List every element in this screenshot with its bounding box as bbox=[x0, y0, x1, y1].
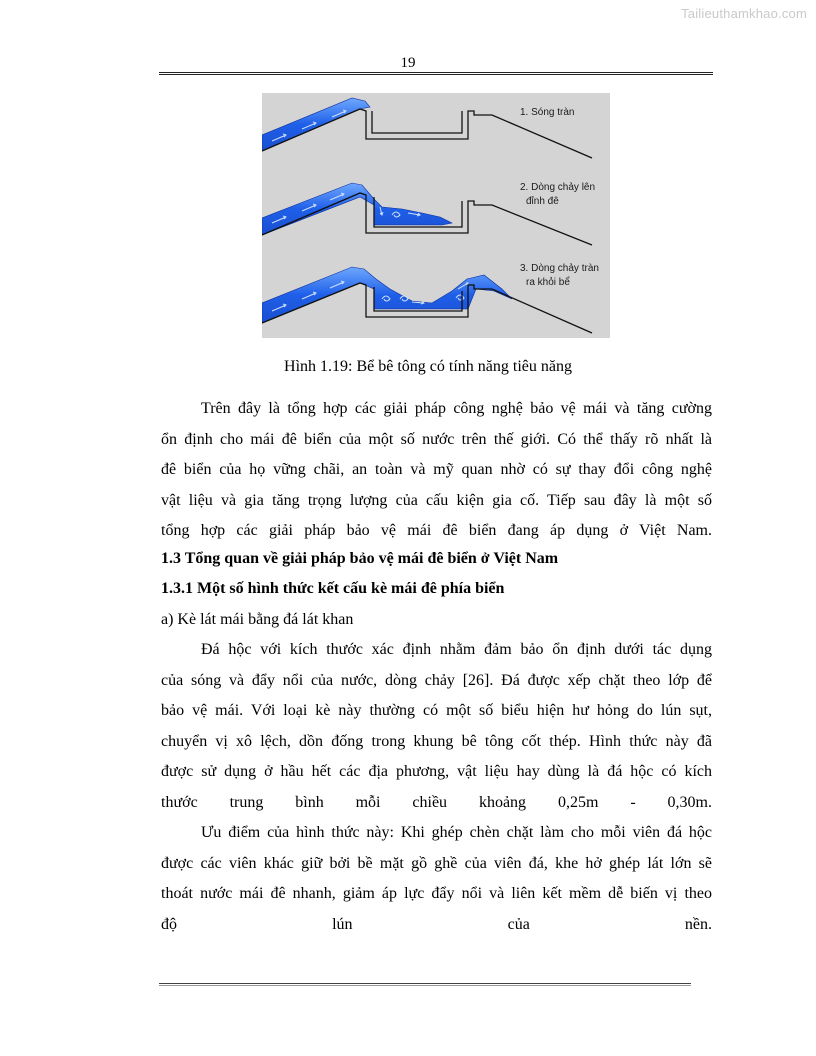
header-rule bbox=[159, 72, 713, 75]
subheading-a: a) Kè lát mái bằng đá lát khan bbox=[161, 611, 354, 628]
paragraph-3-line: độ lún của nền. bbox=[161, 915, 712, 933]
paragraph-2-line: thước trung bình mỗi chiều khoảng 0,25m - 0,30m. bbox=[161, 793, 712, 811]
figure-diagram bbox=[262, 93, 610, 338]
footer-rule bbox=[159, 983, 691, 986]
paragraph-2-line: của sóng và đẩy nổi của nước, dòng chảy [26]. Đá được xếp chặt theo lớp để bbox=[161, 671, 712, 689]
paragraph-2-line: Đá hộc với kích thước xác định nhằm đảm bảo ổn định dưới tác dụng bbox=[201, 641, 712, 658]
water-1 bbox=[262, 98, 370, 151]
paragraph-3-line: Ưu điểm của hình thức này: Khi ghép chèn chặt làm cho mỗi viên đá hộc bbox=[201, 824, 712, 841]
panel-2-flow-over-crest bbox=[262, 182, 595, 245]
panel-1-wave-overtopping bbox=[262, 98, 592, 158]
section-heading-1-3-1: 1.3.1 Một số hình thức kết cấu kè mái đê phía biển bbox=[161, 580, 505, 597]
paragraph-1-line: vật liệu và gia tăng trọng lượng của cấu kiện gia cố. Tiếp sau đây là một số bbox=[161, 491, 712, 509]
page-number: 19 bbox=[400, 55, 416, 71]
paragraph-1 bbox=[161, 394, 712, 547]
paragraph-2-line: bảo vệ mái. Với loại kè này thường có một số biểu hiện hư hỏng do lún sụt, bbox=[161, 702, 712, 719]
paragraph-3-line: thoát nước mái đê nhanh, giảm áp lực đẩy nổi và liên kết mềm dễ biến vị theo bbox=[161, 885, 712, 902]
paragraph-1-line: tổng hợp các giải pháp bảo vệ mái đê biển đang áp dụng ở Việt Nam. bbox=[161, 522, 712, 539]
paragraph-2 bbox=[161, 635, 712, 818]
paragraph-2-line: được sử dụng ở hầu hết các địa phương, vật liệu hay dùng là đá hộc có kích bbox=[161, 763, 712, 780]
water-3 bbox=[262, 267, 512, 323]
figure-caption: Hình 1.19: Bể bê tông có tính năng tiêu năng bbox=[284, 358, 572, 375]
label-2b: đỉnh đê bbox=[526, 196, 559, 207]
paragraph-2-line: chuyển vị xô lệch, dồn đống trong khung bê tông cốt thép. Hình thức này đã bbox=[161, 732, 712, 750]
paragraph-3-line: được các viên khác giữ bởi bề mặt gồ ghề của viên đá, khe hở ghép lát lớn sẽ bbox=[161, 854, 712, 872]
section-heading-1-3: 1.3 Tổng quan về giải pháp bảo vệ mái đê biển ở Việt Nam bbox=[161, 550, 559, 567]
panel-3-flow-out-of-basin bbox=[262, 263, 599, 333]
label-3b: ra khỏi bể bbox=[526, 277, 570, 288]
paragraph-1-line: đê biển của họ vững chãi, an toàn và mỹ quan nhờ có sự thay đổi công nghệ bbox=[161, 461, 712, 478]
paragraph-1-line: Trên đây là tổng hợp các giải pháp công nghệ bảo vệ mái và tăng cường bbox=[201, 400, 712, 417]
paragraph-3 bbox=[161, 818, 712, 940]
label-2a: 2. Dòng chảy lên bbox=[520, 182, 596, 193]
label-3a: 3. Dòng chảy tràn bbox=[520, 263, 599, 274]
label-1: 1. Sóng tràn bbox=[520, 107, 575, 118]
watermark: Tailieuthamkhao.com bbox=[681, 6, 807, 21]
paragraph-1-line: ổn định cho mái đê biển của một số nước trên thế giới. Có thể thấy rõ nhất là bbox=[161, 430, 712, 448]
figure-energy-dissipation-basin bbox=[262, 93, 610, 338]
